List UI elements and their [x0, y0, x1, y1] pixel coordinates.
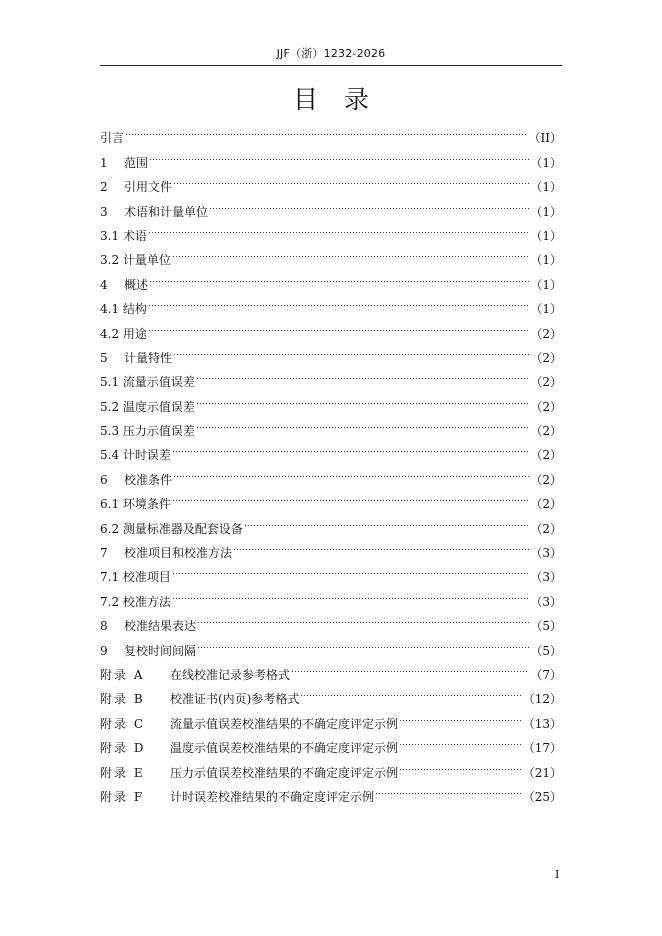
- toc-entry-label: 复校时间间隔: [124, 643, 197, 658]
- dot-leader: [291, 655, 529, 679]
- dot-leader: [196, 362, 529, 386]
- toc-entry-page: （2）: [530, 472, 562, 487]
- toc-entry-number: 6: [100, 472, 108, 487]
- toc-entry[interactable]: [100, 240, 562, 268]
- toc-entry-label: 6.1 环境条件: [100, 497, 171, 512]
- dot-leader: [399, 728, 522, 752]
- toc-entry-label: 校准证书(内页)参考格式: [170, 692, 300, 707]
- toc-entry-number: 附录 C: [100, 716, 145, 731]
- toc-entry-label: 7.2 校准方法: [100, 594, 171, 609]
- toc-entry-label: 校准结果表达: [124, 619, 197, 634]
- toc-entry-label: 术语和计量单位: [124, 204, 209, 219]
- toc-entry-number: 4: [100, 277, 108, 292]
- header-rule: [100, 65, 562, 66]
- dot-leader: [196, 386, 529, 410]
- toc-entry-label: 5.2 温度示值误差: [100, 399, 195, 414]
- toc-entry-label: 温度示值误差校准结果的不确定度评定示例: [170, 741, 399, 756]
- toc-entry-label: 3.1 术语: [100, 228, 147, 243]
- dot-leader: [173, 167, 529, 191]
- toc-entry-label: 压力示值误差校准结果的不确定度评定示例: [170, 765, 399, 780]
- toc-entry-page: （2）: [530, 448, 562, 463]
- toc-entry[interactable]: [100, 216, 562, 243]
- dot-leader: [172, 581, 529, 605]
- toc-entry-page: （2）: [530, 424, 562, 439]
- toc-entry-number: 1: [100, 155, 108, 170]
- toc-entry-label: 引言: [100, 131, 125, 146]
- dot-leader: [196, 411, 529, 435]
- toc-entry-page: （2）: [530, 375, 562, 390]
- toc-entry-page: （2）: [530, 521, 562, 536]
- toc-entry-page: （12）: [522, 692, 562, 707]
- toc-entry-number: 附录 A: [100, 667, 145, 682]
- toc-entry-number: 5: [100, 350, 108, 365]
- toc-entry-page: （1）: [530, 180, 562, 195]
- toc-entry-label: 范围: [124, 155, 149, 170]
- toc-entry-page: （5）: [530, 643, 562, 658]
- toc-entry[interactable]: [100, 289, 562, 317]
- dot-leader: [149, 264, 529, 288]
- toc-entry-page: （2）: [530, 399, 562, 414]
- toc-entry[interactable]: [100, 264, 562, 292]
- toc-entry-number: 3: [100, 204, 108, 219]
- toc-entry-page: （13）: [522, 716, 562, 731]
- toc-entry-page: （1）: [530, 204, 562, 219]
- running-header: JJF（浙）1232-2026: [276, 47, 386, 60]
- dot-leader: [209, 191, 529, 215]
- toc-entry-label: 7.1 校准项目: [100, 570, 171, 585]
- toc-entry-page: （3）: [530, 594, 562, 609]
- toc-entry-label: 在线校准记录参考格式: [170, 667, 291, 682]
- toc-entry-page: （2）: [530, 326, 562, 341]
- toc-entry-number: 附录 D: [100, 741, 146, 756]
- page-number: I: [555, 868, 560, 881]
- dot-leader: [148, 289, 529, 313]
- toc-entry-label: 6.2 测量标准器及配套设备: [100, 521, 243, 536]
- toc-entry[interactable]: [100, 313, 562, 341]
- toc-entry-page: （1）: [530, 277, 562, 292]
- toc-entry-label: 5.1 流量示值误差: [100, 375, 195, 390]
- toc-entry-label: 4.2 用途: [100, 326, 147, 341]
- toc-entry-page: （21）: [522, 765, 562, 780]
- toc-entry-label: 4.1 结构: [100, 302, 147, 317]
- dot-leader: [149, 142, 529, 166]
- dot-leader: [172, 557, 529, 581]
- toc-entry-number: 8: [100, 619, 108, 634]
- toc-entry-page: （25）: [522, 789, 562, 804]
- toc-entry-number: 附录 B: [100, 692, 145, 707]
- toc-entry-page: （3）: [530, 546, 562, 561]
- dot-leader: [197, 606, 529, 630]
- dot-leader: [399, 703, 522, 727]
- dot-leader: [172, 240, 529, 264]
- dot-leader: [148, 216, 529, 240]
- toc-entry-page: （2）: [530, 350, 562, 365]
- toc-entry-page: （17）: [522, 741, 562, 756]
- dot-leader: [173, 338, 529, 362]
- dot-leader: [300, 679, 521, 703]
- dot-leader: [244, 508, 529, 532]
- toc-entry-page: （1）: [530, 302, 562, 317]
- dot-leader: [197, 630, 529, 654]
- toc-entry[interactable]: [100, 338, 562, 365]
- page-title: 目录: [292, 85, 395, 114]
- dot-leader: [172, 484, 529, 508]
- toc-entry-number: 7: [100, 546, 108, 561]
- toc-entry-page: （3）: [530, 570, 562, 585]
- toc-entry-page: （2）: [530, 497, 562, 512]
- toc-entry-label: 概述: [124, 277, 149, 292]
- toc-entry-page: （1）: [530, 228, 562, 243]
- toc-entry-label: 流量示值误差校准结果的不确定度评定示例: [170, 716, 399, 731]
- toc-entry-number: 9: [100, 643, 108, 658]
- toc-entry-page: （II）: [528, 131, 562, 146]
- toc-entry[interactable]: [100, 167, 562, 195]
- dot-leader: [148, 313, 529, 337]
- dot-leader: [125, 118, 528, 142]
- dot-leader: [375, 777, 522, 801]
- dot-leader: [233, 533, 529, 557]
- toc-entry-page: （1）: [530, 253, 562, 268]
- toc-entry-number: 附录 F: [100, 789, 145, 804]
- table-of-contents: [100, 118, 562, 804]
- toc-entry-label: 5.4 计时误差: [100, 448, 171, 463]
- toc-entry-label: 校准项目和校准方法: [124, 546, 233, 561]
- toc-entry-label: 计量特性: [124, 350, 173, 365]
- dot-leader: [399, 752, 522, 776]
- dot-leader: [172, 435, 529, 459]
- dot-leader: [173, 459, 529, 483]
- toc-entry-label: 引用文件: [124, 180, 173, 195]
- toc-entry-label: 5.3 压力示值误差: [100, 424, 195, 439]
- toc-entry-page: （1）: [530, 155, 562, 170]
- toc-entry-label: 校准条件: [124, 472, 173, 487]
- toc-entry-number: 附录 E: [100, 765, 145, 780]
- toc-entry-page: （7）: [530, 667, 562, 682]
- toc-entry-page: （5）: [530, 619, 562, 634]
- toc-entry[interactable]: [100, 142, 562, 170]
- toc-entry-label: 计时误差校准结果的不确定度评定示例: [170, 789, 375, 804]
- toc-entry-label: 3.2 计量单位: [100, 253, 171, 268]
- toc-entry-number: 2: [100, 180, 108, 195]
- toc-entry[interactable]: [100, 118, 562, 146]
